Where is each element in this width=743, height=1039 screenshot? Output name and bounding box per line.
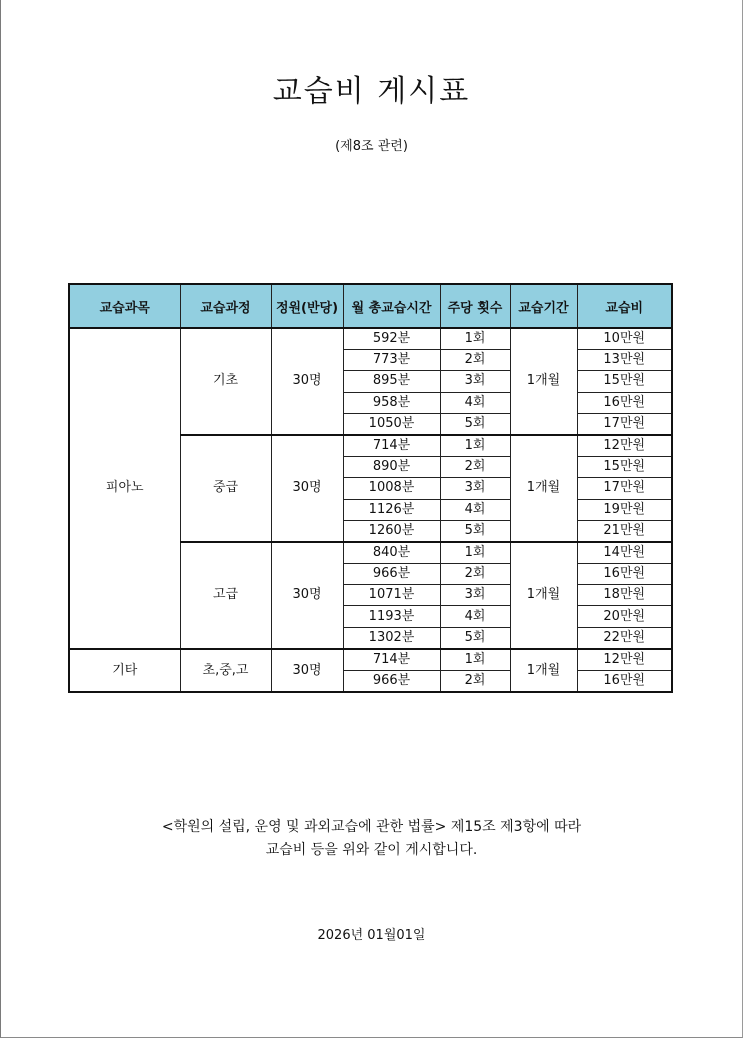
weekly-count-cell: 1회	[440, 542, 510, 564]
fee-cell: 17만원	[577, 478, 672, 499]
header-course: 교습과정	[180, 284, 271, 328]
weekly-count-cell: 3회	[440, 585, 510, 606]
weekly-count-cell: 5회	[440, 627, 510, 649]
period-cell: 1개월	[510, 649, 577, 692]
page-subtitle: (제8조 관련)	[335, 139, 408, 154]
weekly-count-cell: 4회	[440, 499, 510, 520]
monthly-hours-cell: 714분	[343, 649, 440, 671]
course-cell: 고급	[180, 542, 271, 649]
monthly-hours-cell: 1260분	[343, 520, 440, 542]
header-monthly-hours: 월 총교습시간	[343, 284, 440, 328]
weekly-count-cell: 4회	[440, 606, 510, 627]
monthly-hours-cell: 1126분	[343, 499, 440, 520]
fee-cell: 13만원	[577, 350, 672, 371]
weekly-count-cell: 2회	[440, 457, 510, 478]
monthly-hours-cell: 890분	[343, 457, 440, 478]
fee-cell: 15만원	[577, 371, 672, 392]
period-cell: 1개월	[510, 328, 577, 435]
subject-cell: 피아노	[69, 328, 180, 649]
capacity-cell: 30명	[271, 542, 343, 649]
monthly-hours-cell: 958분	[343, 392, 440, 413]
monthly-hours-cell: 966분	[343, 671, 440, 693]
weekly-count-cell: 2회	[440, 671, 510, 693]
monthly-hours-cell: 592분	[343, 328, 440, 350]
header-period: 교습기간	[510, 284, 577, 328]
weekly-count-cell: 5회	[440, 413, 510, 435]
header-weekly-count: 주당 횟수	[440, 284, 510, 328]
fee-cell: 14만원	[577, 542, 672, 564]
monthly-hours-cell: 1193분	[343, 606, 440, 627]
weekly-count-cell: 1회	[440, 328, 510, 350]
weekly-count-cell: 3회	[440, 478, 510, 499]
weekly-count-cell: 1회	[440, 649, 510, 671]
monthly-hours-cell: 1008분	[343, 478, 440, 499]
header-fee: 교습비	[577, 284, 672, 328]
fee-cell: 17만원	[577, 413, 672, 435]
course-cell: 중급	[180, 435, 271, 542]
monthly-hours-cell: 840분	[343, 542, 440, 564]
period-cell: 1개월	[510, 542, 577, 649]
table-row	[69, 649, 672, 671]
monthly-hours-cell: 1071분	[343, 585, 440, 606]
header-capacity: 정원(반당)	[271, 284, 343, 328]
fee-cell: 16만원	[577, 671, 672, 693]
posting-date: 2026년 01월01일	[317, 928, 426, 943]
monthly-hours-cell: 773분	[343, 350, 440, 371]
notice-line-2: 교습비 등을 위와 같이 게시합니다.	[265, 842, 478, 858]
capacity-cell: 30명	[271, 649, 343, 692]
fee-cell: 16만원	[577, 564, 672, 585]
fee-cell: 12만원	[577, 435, 672, 457]
course-cell: 초,중,고	[180, 649, 271, 692]
weekly-count-cell: 2회	[440, 350, 510, 371]
monthly-hours-cell: 966분	[343, 564, 440, 585]
monthly-hours-cell: 714분	[343, 435, 440, 457]
fee-cell: 19만원	[577, 499, 672, 520]
monthly-hours-cell: 1302분	[343, 627, 440, 649]
fee-cell: 10만원	[577, 328, 672, 350]
fee-cell: 16만원	[577, 392, 672, 413]
fee-cell: 20만원	[577, 606, 672, 627]
fee-cell: 21만원	[577, 520, 672, 542]
weekly-count-cell: 2회	[440, 564, 510, 585]
fee-cell: 12만원	[577, 649, 672, 671]
fee-cell: 15만원	[577, 457, 672, 478]
capacity-cell: 30명	[271, 328, 343, 435]
monthly-hours-cell: 895분	[343, 371, 440, 392]
weekly-count-cell: 3회	[440, 371, 510, 392]
weekly-count-cell: 5회	[440, 520, 510, 542]
table-row	[69, 328, 672, 350]
fee-table-body	[69, 328, 672, 692]
monthly-hours-cell: 1050분	[343, 413, 440, 435]
fee-table	[68, 283, 673, 693]
table-header-row	[69, 284, 672, 328]
legal-notice	[1, 816, 742, 862]
header-subject: 교습과목	[69, 284, 180, 328]
course-cell: 기초	[180, 328, 271, 435]
fee-cell: 22만원	[577, 627, 672, 649]
subject-cell: 기타	[69, 649, 180, 692]
page-title: 교습비 게시표	[272, 74, 471, 109]
capacity-cell: 30명	[271, 435, 343, 542]
weekly-count-cell: 1회	[440, 435, 510, 457]
period-cell: 1개월	[510, 435, 577, 542]
weekly-count-cell: 4회	[440, 392, 510, 413]
fee-cell: 18만원	[577, 585, 672, 606]
notice-line-1: <학원의 설립, 운영 및 과외교습에 관한 법률> 제15조 제3항에 따라	[161, 819, 582, 835]
